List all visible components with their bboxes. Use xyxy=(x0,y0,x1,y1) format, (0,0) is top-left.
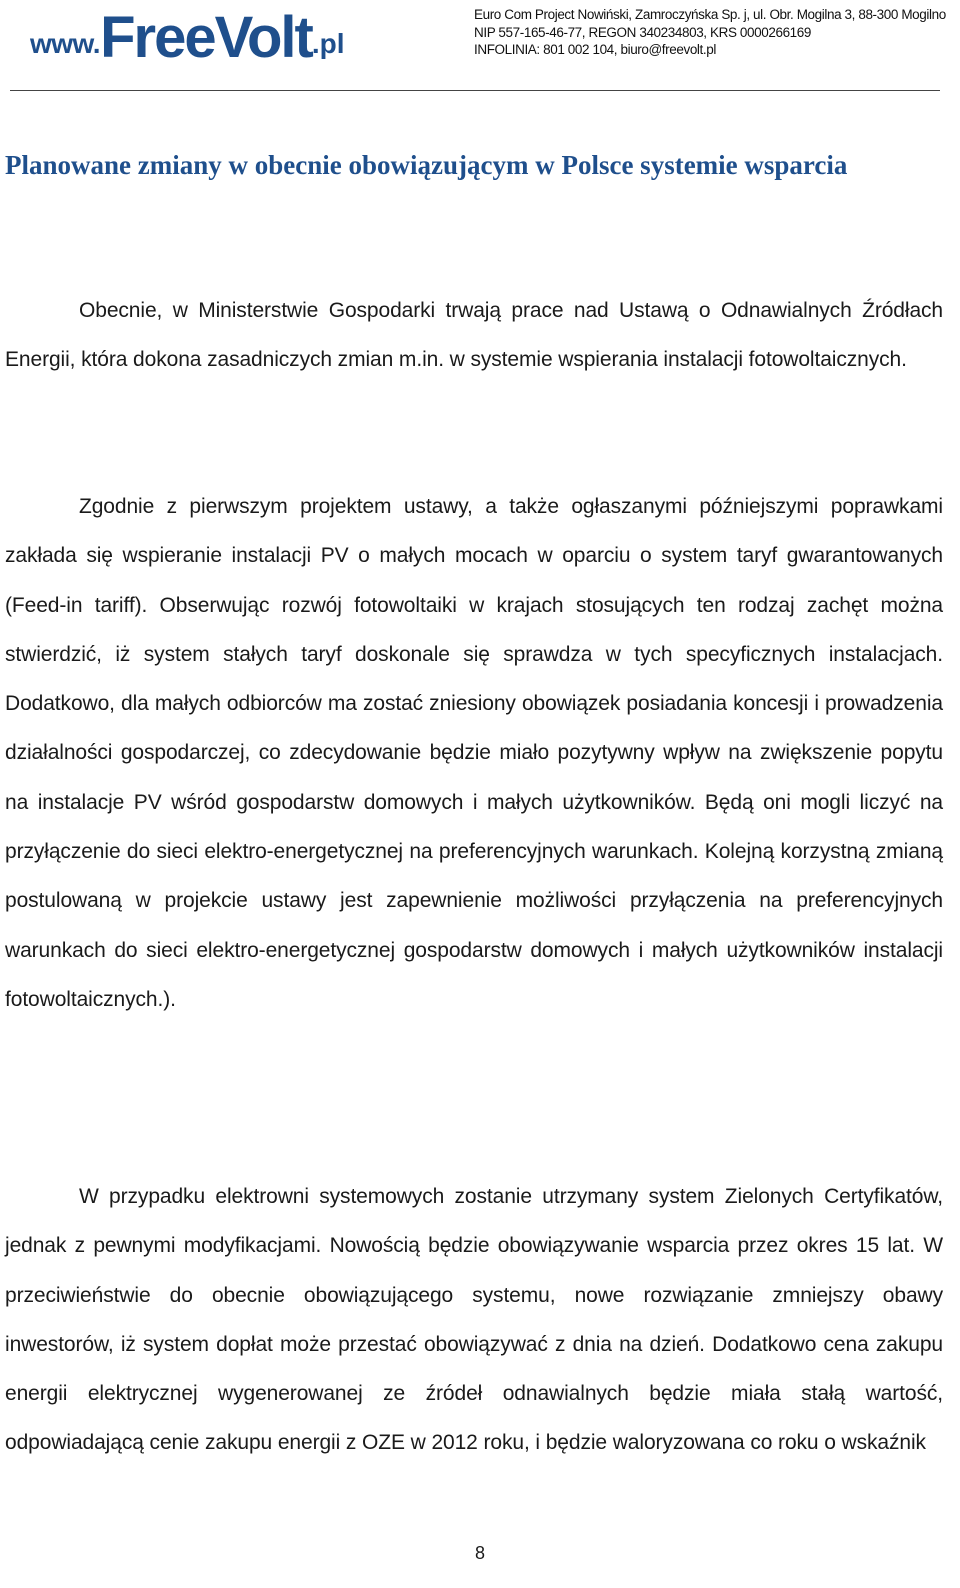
paragraph-intro: Obecnie, w Ministerstwie Gospodarki trwają prace nad Ustawą o Odnawialnych Źródłach Energii, która dokona zasadniczych zmian m.in. w systemie wspierania instalacji fotowoltaicznych. xyxy=(5,299,943,372)
paragraph-green-certificates: W przypadku elektrowni systemowych zostanie utrzymany system Zielonych Certyfikatów, jednak z pewnymi modyfikacjami. Nowością będzie obowiązywanie wsparcia przez okres 15 lat. W przeciwieństwie do obecnie obowiązującego systemu, nowe rozwiązanie zmniejszy obawy inwestorów, iż system dopłat może przestać obowiązywać z dnia na dzień. Dodatkowo cena zakupu energii elektrycznej wygenerowanej ze źródeł odnawialnych będzie miała stałą wartość, odpowiadającą cenie zakupu energii z OZE w 2012 roku, i będzie waloryzowana co roku o wskaźnik xyxy=(5,1185,943,1455)
company-contact: INFOLINIA: 801 002 104, biuro@freevolt.pl xyxy=(474,42,716,57)
logo-brand: FreeVolt xyxy=(100,5,312,70)
company-info xyxy=(474,6,946,59)
page-header xyxy=(0,0,960,96)
company-address: Euro Com Project Nowiński, Zamroczyńska Sp. j, ul. Obr. Mogilna 3, 88-300 Mogilno xyxy=(474,7,946,22)
paragraph-feed-in-tariff: Zgodnie z pierwszym projektem ustawy, a także ogłaszanymi późniejszymi poprawkami zakłada się wspieranie instalacji PV o małych mocach w oparciu o system taryf gwarantowanych (Feed-in tariff). Obserwując rozwój fotowoltaiki w krajach stosujących ten rodzaj zachęt można stwierdzić, iż system stałych taryf doskonale się sprawdza w tych specyficznych instalacjach. Dodatkowo, dla małych odbiorców ma zostać zniesiony obowiązek posiadania koncesji i prowadzenia działalności gospodarczej, co zdecydowanie będzie miało pozytywny wpływ na zwiększenie popytu na instalacje PV wśród gospodarstw domowych i małych użytkowników. Będą oni mogli liczyć na przyłączenie do sieci elektro-energetycznej na preferencyjnych warunkach. Kolejną korzystną zmianą postulowaną w projekcie ustawy jest zapewnienie możliwości przyłączenia na preferencyjnych warunkach do sieci elektro-energetycznej gospodarstw domowych i małych użytkowników instalacji fotowoltaicznych.). xyxy=(5,495,943,1011)
section-title: Planowane zmiany w obecnie obowiązującym w Polsce systemie wsparcia xyxy=(5,150,848,180)
company-registration: NIP 557-165-46-77, REGON 340234803, KRS 0000266169 xyxy=(474,24,811,40)
freevolt-logo[interactable] xyxy=(30,4,345,71)
logo-www: www. xyxy=(30,28,101,59)
page-number: 8 xyxy=(474,1543,485,1563)
logo-tld: .pl xyxy=(311,28,345,59)
header-divider xyxy=(10,90,940,91)
